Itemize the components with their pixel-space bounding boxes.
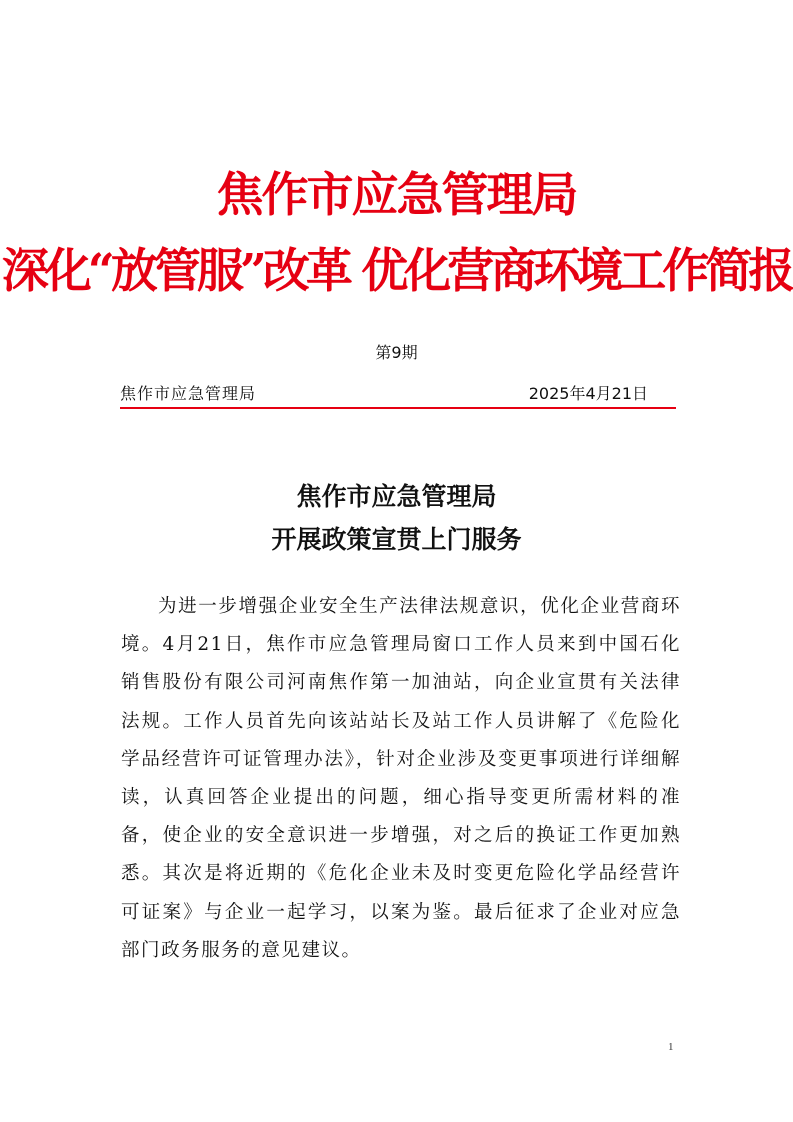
article-title-line1: 焦作市应急管理局 xyxy=(296,482,497,511)
issuer-name: 焦作市应急管理局 xyxy=(120,384,257,403)
issue-date: 2025年4月21日 xyxy=(528,384,648,403)
issue-header-bar xyxy=(120,383,676,409)
page-number: 1 xyxy=(668,1041,674,1053)
masthead-agency-name: 焦作市应急管理局 xyxy=(216,168,577,223)
article-body-paragraph: 为进一步增强企业安全生产法律法规意识，优化企业营商环境。4月21日，焦作市应急管理局窗口工作人员来到中国石化销售股份有限公司河南焦作第一加油站，向企业宣贯有关法律法规。工作人员首先向该站站长及站工作人员讲解了《危险化学品经营许可证管理办法》，针对企业涉及变更事项进行详细解读，认真回答企业提出的问题，细心指导变更所需材料的准备，使企业的安全意识进一步增强，对之后的换证工作更加熟悉。其次是将近期的《危化企业未及时变更危险化学品经营许可证案》与企业一起学习，以案为鉴。最后征求了企业对应急部门政务服务的意见建议。 xyxy=(121,596,681,961)
issue-number: 第9期 xyxy=(375,343,418,362)
masthead-bulletin-name: 深化“放管服”改革 优化营商环境工作简报 xyxy=(1,244,792,299)
article-title-line2: 开展政策宣贯上门服务 xyxy=(271,525,522,554)
